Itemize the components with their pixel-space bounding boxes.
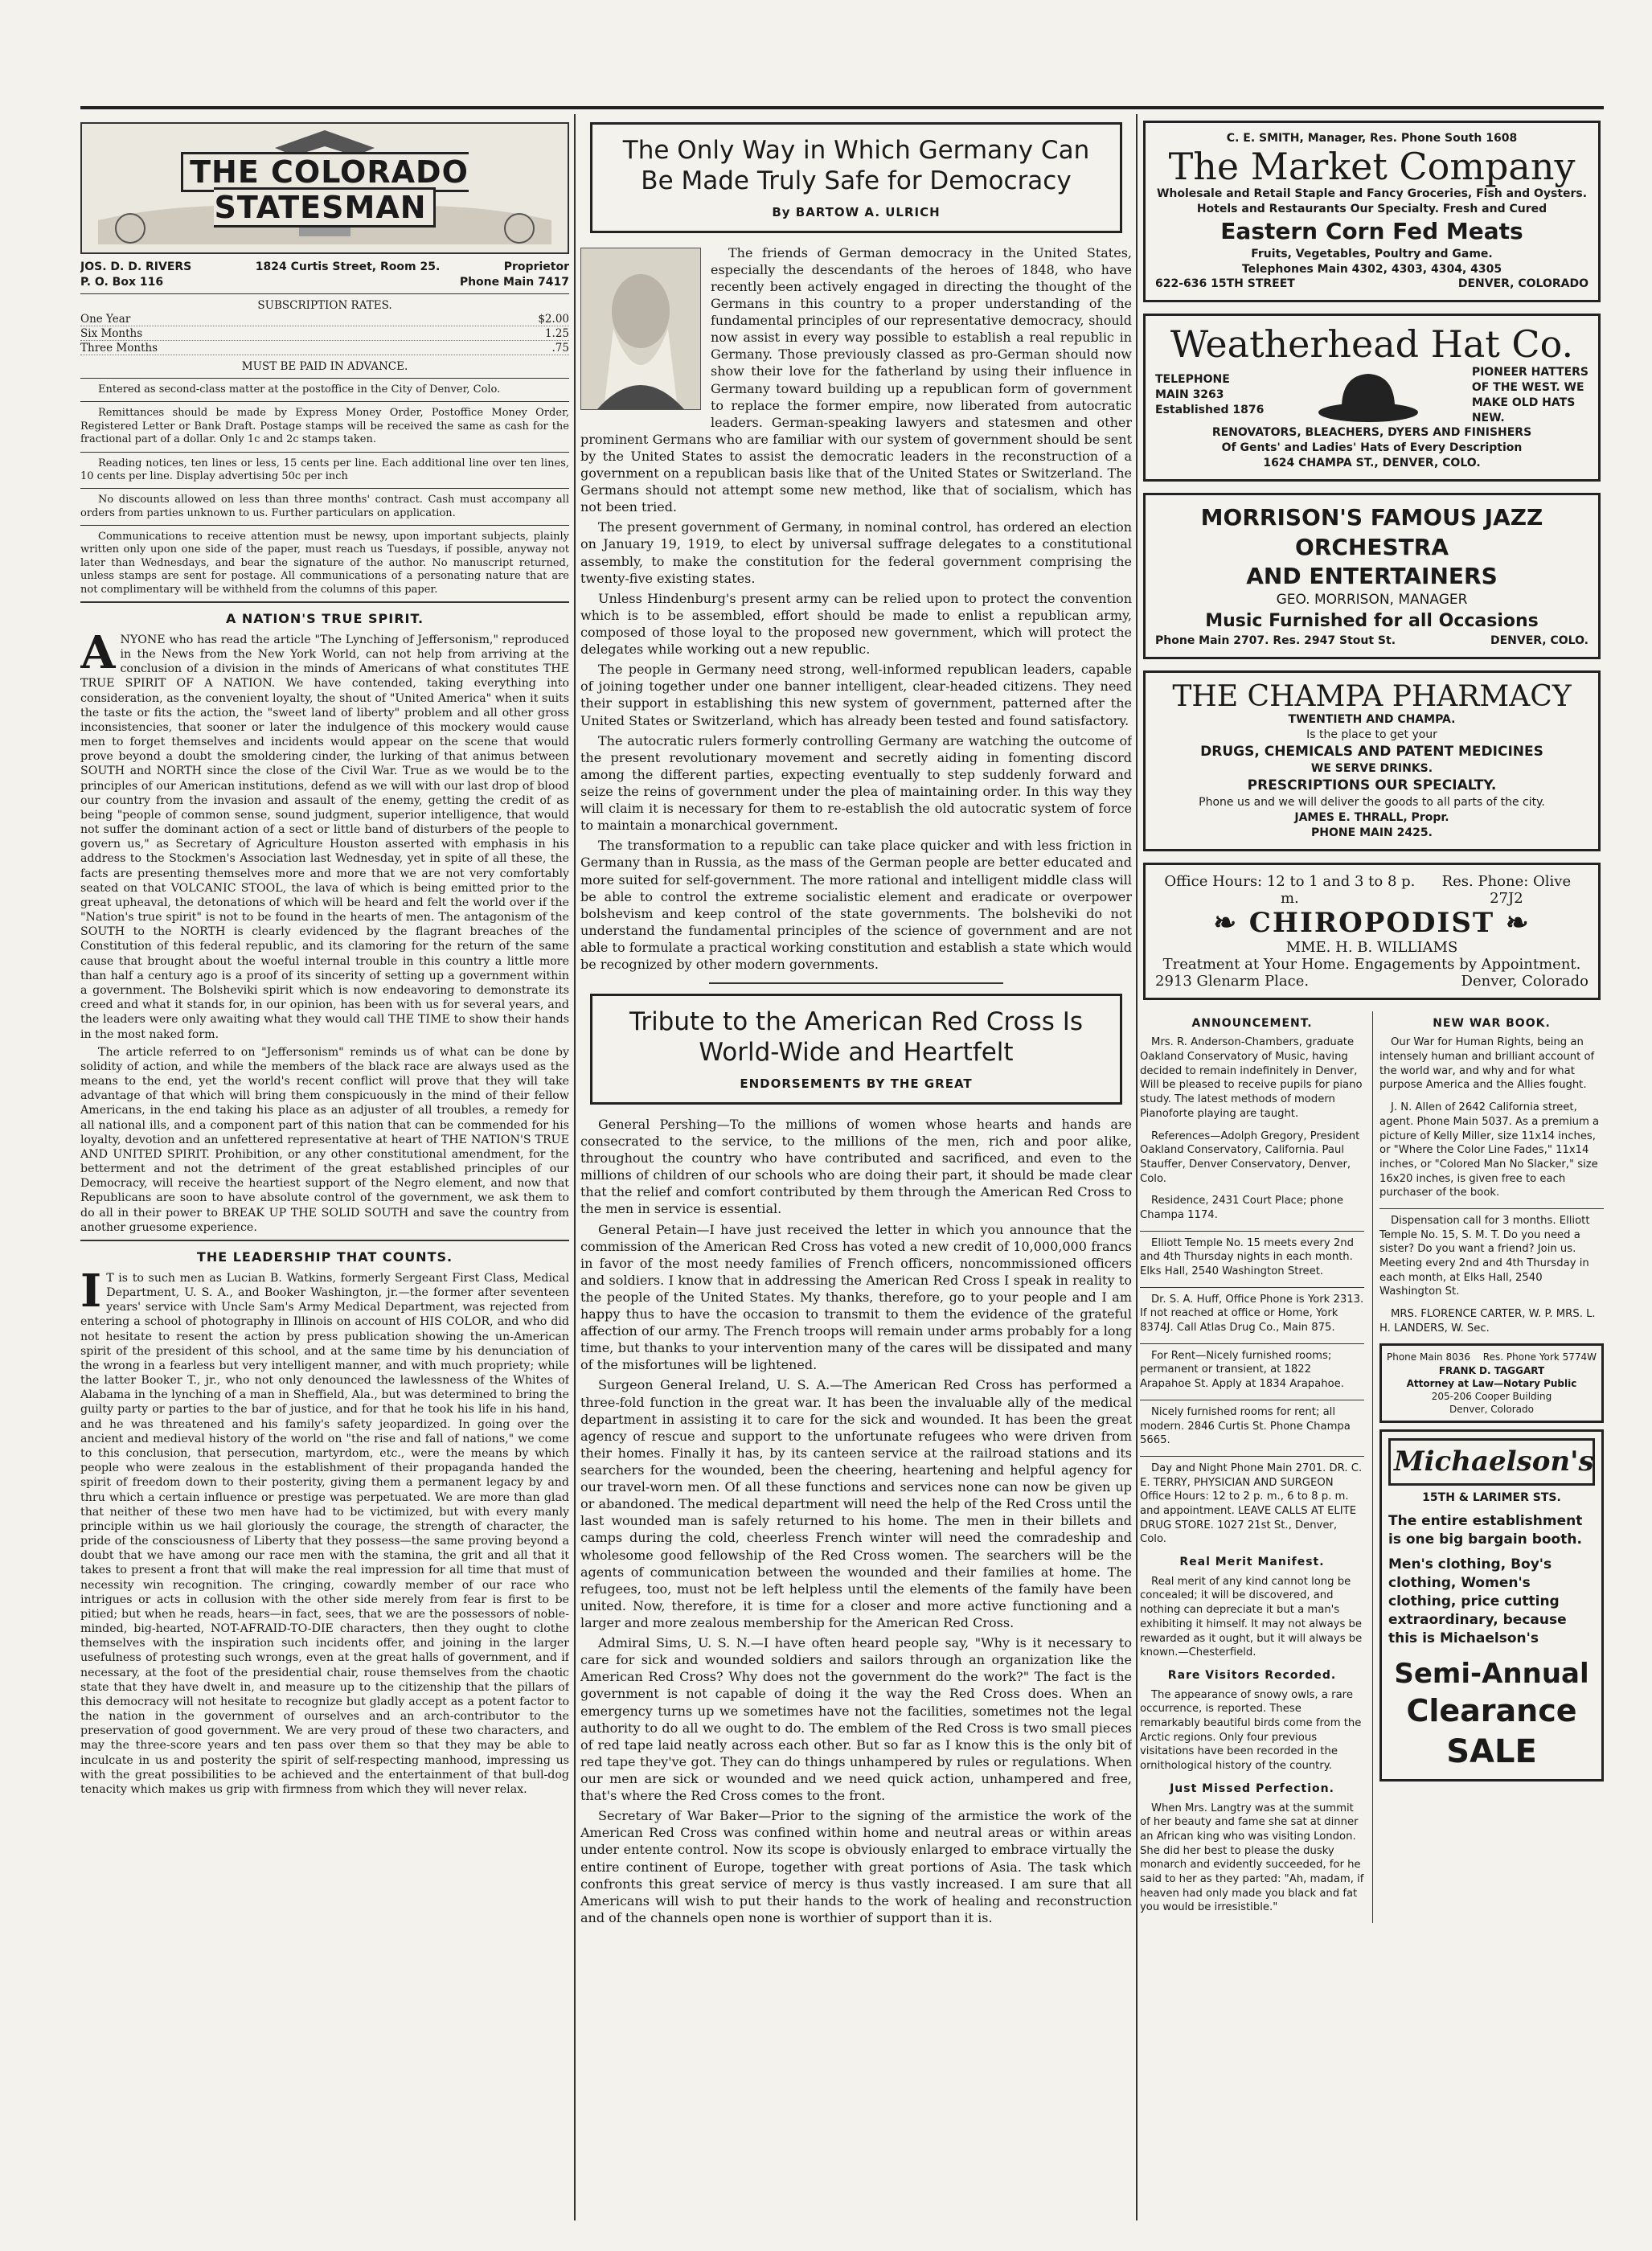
editorial-body [80,625,569,1235]
byline: By BARTOW A. ULRICH [772,204,941,219]
ad-name: Michaelson's [1388,1438,1595,1486]
rate-row: Three Months .75 [80,342,569,355]
paragraph: Secretary of War Baker—Prior to the signing of the armistice the work of the American Red Cross was confined within home and neutral areas or within areas under entente control. Now its scope is obviously enlarged to embrace virtually the entire continent of Europe, together with great portions of Asia. The task which confronts this great service of mercy is thus vastly increased. I am sure that all Americans will wish to put their hands to the work of healing and reconstruction and of the channels open none is worthier of support than it is. [580,1808,1132,1925]
ad-middle: TELEPHONE MAIN 3263 Established 1876 PIONEER HATTERS OF THE WEST. WE MAKE OLD HATS NEW. [1155,365,1588,424]
ad-name: MORRISON'S FAMOUS JAZZ ORCHESTRA [1200,504,1543,560]
ad-line: Fruits, Vegetables, Poultry and Game. [1251,247,1493,260]
editorial-body [80,1264,569,1797]
classifieds [1140,1011,1604,1923]
publisher-row [80,260,569,273]
ad-description: Wholesale and Retail Staple and Fancy Groceries, Fish and Oysters. Hotels and Restaurants Our Specialty. Fresh and Cured [1156,187,1588,216]
column-middle [580,116,1132,2228]
newspaper-title: THE COLORADO STATESMAN [82,154,568,225]
announcements-column: ANNOUNCEMENT. Mrs. R. Anderson-Chambers, graduate Oakland Conservatory of Music, having decided to remain indefinitely in Denver, Will be pleased to receive pupils for piano study. The latest methods of modern Pianoforte playing are taught. References—Adolph Gregory, President Oakland Conservatory, California. Paul Stauffer, Denver Conservatory, Denver, Colo. Residence, 2431 Court Place; phone Champa 1174. Elliott Temple No. 15 meets every 2nd and 4th Thursday nights in each month. Elks Hall, 2540 Washington Street. Dr. S. A. Huff, Office Phone is York 2313. If not reached at office or Home, York 8374J. Call Atlas Drug Co., Main 875. For Rent—Nicely furnished rooms; permanent or transient, at 1822 Arapahoe St. Apply at 1834 Arapahoe. Nicely furnished rooms for rent; all modern. 2846 Curtis St. Phone Champa 5665. Day and Night Phone Main 2701. DR. C. E. TERRY, PHYSICIAN AND SURGEON Office Hours: 12 to 2 p. m., 6 to 8 p. m. and appointment. LEAVE CALLS AT ELITE DRUG STORE. 1027 21st St., Denver, Colo. Real Merit Manifest. Real merit of any kind cannot long be concealed; it will be discovered, and nothing can depreciate it but a man's exhibiting it himself. It may not always be rewarded as it ought, but it will always be known.—Chesterfield. Rare Visitors Recorded. The appearance of snowy owls, a rare occurrence, is reported. These remarkably beautiful birds come from the Arctic regions. Only four previous visitations have been recorded in the ornithological history of the country. Just Missed Perfection. When Mrs. Langtry was at the summit of her beauty and fame she sat at dinner an African king who was visiting London. She did her best to please the dusky monarch and evidently succeeded, for he said to her as they parted: "Ah, madam, if heaven had only made you black and fat you would be irresistible." [1140,1016,1364,1914]
divider [80,601,569,603]
column-left [80,116,569,2228]
headline-box [590,122,1122,233]
paragraph: The present government of Germany, in nominal control, has ordered an election on January 19, 1919, to elect by universal suffrage delegates to a constitutional assembly, to make the constitution for the federal government comprising the twenty-five existing states. [580,519,1132,586]
po-box: P. O. Box 116 [80,276,164,289]
ornament-icon: ❧ [1213,906,1249,939]
ad-manager: GEO. MORRISON, MANAGER [1276,592,1468,609]
byline: ENDORSEMENTS BY THE GREAT [740,1076,973,1091]
ad-address-row: 622-636 15TH STREET DENVER, COLORADO [1155,277,1588,291]
reading-notice: Reading notices, ten lines or less, 15 cents per line. Each additional line over ten lines, 10 cents per line. Display advertising 50c per inch [80,457,569,482]
ad-name: THE CHAMPA PHARMACY [1172,679,1572,713]
paragraph: NYONE who has read the article "The Lynching of Jeffersonism," reproduced in the News from the New York World, can not help from arriving at the conclusion of a division in the minds of Americans of what constitutes THE TRUE SPIRIT OF A NATION. We have contended, taking everything into consideration, as the convenient loyalty, the shout of "United America" when it suits the taste or fits the action, the "sweet land of liberty" problem and all other gross inconsistencies, that sooner or later the indulgence of this mockery would cause men to forget themselves and incidents would appear on the scene that would prove beyond a doubt the smoldering cinder, the lurking of that animus between SOUTH and NORTH since the close of the Civil War. True as we would be to the principles of our American institutions, defend as we will with our last drop of blood our country from the invasion and assault of the enemy, getting the credit of as being "people of common sense, sound judgment, superior intelligence, that would not suffer the dominant action of a sect or little band of disturbers of the people to govern us," as Secretary of Agriculture Houston asserted with emphasis in his address to the Stockmen's Association last Wednesday, yet in spite of all these, the facts are presenting themselves more and more that we are not very comfortably seated on that VOLCANIC STOOL, the lava of which is being emitted prior to the great upheaval, the detonations of which will be heard and felt the world over if the "Nation's true spirit" is not to be found in the hearts of men. The antagonism of the SOUTH to the NORTH is clearly evidenced by the flagrant breaches of the Constitution of this federal republic, and its clamoring for the return of the same cause that brought about the woeful internal trouble in this country a little more than half a century ago is a proof of its sincerity of setting up a government within a government. The Bolsheviki spirit which is now endeavoring to demonstrate its creed and what it stands for, in our opinion, has been with us for several years, and the leaders were only awaiting what they would call THE TIME to show their hands in the most naked form. [80,633,569,1041]
ornament-icon: ❧ [1494,906,1531,939]
ad-weatherhead-hat [1143,314,1601,482]
editorial-title: A NATION'S TRUE SPIRIT. [225,610,424,626]
drop-cap: I [80,1264,102,1318]
ad-taggart: Phone Main 8036 Res. Phone York 5774W FRANK D. TAGGART Attorney at Law—Notary Public 205-206 Cooper Building Denver, Colorado [1379,1343,1604,1422]
paragraph: Admiral Sims, U. S. N.—I have often heard people say, "Why is it necessary to care for sick and wounded soldiers and sailors through an organization like the American Red Cross? Why does not the government do the work?" The fact is the government is not capable of doing it the way the Red Cross does. When an emergency turns up we sometimes have not the facilities, sometimes not the legal authority to do all we ought to do. The emblem of the Red Cross is two small pieces of red tape laid neatly across each other. But so far as I know this is the only bit of red tape they've got. They can do things unhampered by rules or regulations. When our men are sick or wounded and we need quick action, unhampered and free, that's where the Red Cross comes to the front. [580,1635,1132,1804]
advance-notice: MUST BE PAID IN ADVANCE. [241,360,408,373]
entered-notice: Entered as second-class matter at the postoffice in the City of Denver, Colo. [98,383,501,396]
communications-notice: Communications to receive attention must be newsy, upon important subjects, plainly written only upon one side of the paper, must reach us Tuesdays, if possible, anyway not later than Wednesdays, and bear the signature of the author. No manuscript returned, unless stamps are sent for postage. All communications of a personating nature that are not complimentary will be withheld from the columns of this paper. [80,531,569,596]
paragraph: Surgeon General Ireland, U. S. A.—The American Red Cross has performed a three-fold function in the great war. It has been the invaluable ally of the medical department in assisting it to care for the sick and wounded. It has been the great agency of rescue and support to the unfortunate refugees who were driven from their homes. Finally it has, by its canteen service at the railroad stations and its searchers for the wounded, been the cheering, heartening and helpful agency for our travel-worn men. Of all these functions and services none can now be given up or abandoned. The medical department will need the help of the Red Cross until the last wounded man is safely returned to his home. The men in their billets and camps during the cold, cheerless French winter will need the comradeship and wholesome good fellowship of the Red Cross women. The searchers will be the agents of communication between the wounded and their families at home. The refugees, too, must not be left helpless until the elements of the family have been united. Now, therefore, it is time for a closer and more active functioning and a larger and more zealous membership for the American Red Cross. [580,1377,1132,1631]
ad-feature: Music Furnished for all Occasions [1205,611,1539,632]
proprietor-label: Proprietor [503,260,569,273]
paragraph: The friends of German democracy in the United States, especially the descendants of the heroes of 1848, who have recently been actively engaged in directing the thought of the Germans in this country to a proper understanding of the fundamental principles of our representative democracy, should now assist in every way possible to establish a real republic in Germany. Those previously classed as pro-German should now show their love for the fatherland by using their influence in Germany toward building up a republican form of government to replace the former empire, now liberated from autocratic leaders. German-speaking lawyers and statesmen and other prominent Germans who are familiar with our system of government should be sent by the United States to assist the democratic leaders in the reconstruction of a government on a republican basis like that of the United States or Switzerland. The Germans should not attempt some new method, like that of socialism, which has not been tried. [580,244,1132,515]
ad-name: ❧ CHIROPODIST ❧ [1213,906,1531,939]
paragraph: The transformation to a republic can take place quicker and with less friction in Germany than in Russia, as the mass of the German people are better educated and more suited for self-government. The more rational and intelligent middle class will be able to control the extreme socialistic element and eradicate or overpower bolshevism and keep control of the state governments. The bolsheviki do not understand the fundamental principles of the science of government and are not able to formulate a practical working constitution and establish a state which would be recognized by other modern governments. [580,838,1132,973]
subscription-rates [80,299,569,597]
publisher-address: 1824 Curtis Street, Room 25. [255,260,441,273]
column-rule [574,114,576,2220]
section-header: NEW WAR BOOK. [1433,1016,1551,1030]
ad-champa-pharmacy: THE CHAMPA PHARMACY TWENTIETH AND CHAMPA. Is the place to get your DRUGS, CHEMICALS AND PATENT MEDICINES WE SERVE DRINKS. PRESCRIPTIONS OUR SPECIALTY. Phone us and we will deliver the goods to all parts of the city. JAMES E. THRALL, Propr. PHONE MAIN 2425. [1143,670,1601,851]
ad-line: Of Gents' and Ladies' Hats of Every Description [1221,441,1523,455]
paragraph: The article referred to on "Jeffersonism" reminds us of what can be done by solidity of action, and while the members of the black race are always used as the means to the end, yet the world's recent conflict will prove that they will take advantage of that which will bring them conspicuously in the mind of their fellow Americans, in the end taking his place as an adjuster of all troubles, a remedy for all national ills, and a component part of this nation that can be commended for his loyalty, devotion and an unfettered representative at heart of THE NATION'S TRUE AND UNITED SPIRIT. Prohibition, or any other constitutional amendment, for the betterment and not the detriment of the great established principles of our Democracy, will receive the heartiest support of the Negro element, and now that Republicans are soon to have absolute control of the government, we ask them to do all in their power to BREAK UP THE SOLID SOUTH and save the country from another gruesome experience. [80,1045,569,1234]
section-header: ANNOUNCEMENT. [1191,1016,1313,1030]
publisher-name: JOS. D. D. RIVERS [80,260,192,273]
ad-address: 1624 CHAMPA ST., DENVER, COLO. [1263,457,1481,470]
ad-chiropodist: Office Hours: 12 to 1 and 3 to 8 p. m. Res. Phone: Olive 27J2 ❧ CHIROPODIST ❧ MME. H. B. WILLIAMS Treatment at Your Home. Engagements by Appointment. 2913 Glenarm Place. Denver, Colorado [1143,863,1601,1000]
masthead [80,122,569,254]
paragraph: General Pershing—To the millions of women whose hearts and hands are consecrated to the service, to the millions of the men, rich and poor alike, throughout the country who have contributed and sacrificed, and even to the millions of children of our schools who are doing their part, it should be made clear that the relief and comfort contributed by them through the American Red Cross to the men in service is essential. [580,1116,1132,1217]
ad-phones: Telephones Main 4302, 4303, 4304, 4305 [1241,262,1502,276]
ad-manager: C. E. SMITH, Manager, Res. Phone South 1608 [1226,132,1518,145]
ad-address-row: Phone Main 2707. Res. 2947 Stout St. DENVER, COLO. [1155,633,1588,647]
divider [80,1240,569,1241]
rate-row: One Year $2.00 [80,313,569,326]
ad-name: The Market Company [1168,144,1576,188]
paragraph: The autocratic rulers formerly controlling Germany are watching the outcome of the present revolutionary movement and secretly aiding in fomenting discord among the different parties, expecting eventually to step suddenly forward and seize the reins of government under the plea of maintaining order. In this way they will claim it is necessary for them to re-establish the old autocratic system of force to maintain a monarchical government. [580,732,1132,834]
paragraph: Unless Hindenburg's present army can be relied upon to protect the convention which is to be assembled, effort should be made to enlist a republican army, composed of those loyal to the proposed new government, which will protect the delegates while working out a new republic. [580,590,1132,658]
headline: The Only Way in Which Germany Can Be Made Truly Safe for Democracy [622,136,1090,195]
portrait-icon [581,248,700,409]
remittances-notice: Remittances should be made by Express Money Order, Postoffice Money Order, Registered Letter or Bank Draft. Postage stamps will be received the same as cash for the fractional part of a dollar. Only 1c and 2c stamps taken. [80,407,569,446]
newspaper-page [80,106,1604,2228]
ad-name: Weatherhead Hat Co. [1170,322,1574,367]
ad-address-row: 2913 Glenarm Place. Denver, Colorado [1155,972,1588,990]
ad-jazz-orchestra [1143,493,1601,659]
headline-box [590,994,1122,1105]
ad-line: RENOVATORS, BLEACHERS, DYERS AND FINISHERS [1211,426,1532,440]
ad-name: AND ENTERTAINERS [1246,562,1498,589]
headline: Tribute to the American Red Cross Is World-Wide and Heartfelt [629,1007,1084,1068]
editorial-title: THE LEADERSHIP THAT COUNTS. [196,1249,453,1265]
author-portrait [580,248,701,410]
rate-row: Six Months 1.25 [80,327,569,340]
article-body [580,244,1132,974]
hat-icon [1316,367,1420,424]
divider [709,982,1003,984]
paragraph: General Petain—I have just received the letter in which you announce that the commission of the American Red Cross has voted a new credit of 10,000,000 francs in favor of the most needy families of French officers, noncommissioned officers and soldiers. I know that in addressing the American Red Cross I speak in reality to the people of the United States. My thanks, therefore, go to your people and I am happy thus to have the occasion to transmit to them the evidence of the grateful affection of our army. The French troops will remain under arms probably for a long time, but thanks to your intervention many of the cares will be dissipated and many of the misfortunes will be lightened. [580,1221,1132,1373]
column-rule [1136,114,1138,2220]
ad-hours-row: Office Hours: 12 to 1 and 3 to 8 p. m. Res. Phone: Olive 27J2 [1164,872,1572,907]
drop-cap: A [80,625,116,679]
discounts-notice: No discounts allowed on less than three months' contract. Cash must accompany all orders from parties unknown to us. Further particulars on application. [80,494,569,519]
column-right [1140,116,1604,2228]
contact-row [80,276,569,289]
ad-feature: Eastern Corn Fed Meats [1220,218,1523,245]
article-body [580,1116,1132,1926]
phone-number: Phone Main 7417 [459,276,569,289]
rates-header: SUBSCRIPTION RATES. [257,299,392,312]
warbook-column: NEW WAR BOOK. Our War for Human Rights, being an intensely human and brilliant account of the world war, and why and for what purpose America and the Allies fought. J. N. Allen of 2642 California street, agent. Phone Main 5037. As a premium a picture of Kelly Miller, size 11x14 inches, or "Where the Color Line Fades," 11x14 inches, or "Colored Man No Slacker," size 16x20 inches, is given free to each purchaser of the book. Dispensation call for 3 months. Elliott Temple No. 15, S. M. T. Do you need a sister? Do you want a friend? Join us. Meeting every 2nd and 4th Thursday in each month, at Elks Hall, 2540 Washington St. MRS. FLORENCE CARTER, W. P. MRS. L. H. LANDERS, W. Sec. Phone Main 8036 Res. Phone York 5774W FRANK D. TAGGART Attorney at Law—Notary Public 205-206 Cooper Building Denver, Colorado Michaelson's 15TH & LARIMER STS. The entire establishment is one big bargain booth. Men's clothing, Boy's clothing, Women's clothing, price cutting extraordinary, because this is Michaelson's Semi-Annual Clearance SALE [1372,1011,1604,1923]
paragraph: T is to such men as Lucian B. Watkins, formerly Sergeant First Class, Medical Department, U. S. A., and Booker Washington, jr.—the former after seventeen years' service with Uncle Sam's Army Medical Department, was rejected from entering a school of photography in Illinois on account of HIS COLOR, and who did not hesitate to resent the action by press publication showing the un-American spirit of the president of this school, and at the same time by his denunciation of the wrong in a fearless but very intelligent manner, and with much propriety; while the latter Booker T., jr., who not only denounced the lawlessness of the Whites of Alabama in the lynching of a man in Sheffield, Ala., but was determined to bring the guilty party or parties to the bar of justice, and for that he took his life in his hand, and he was threatened and his family's safety jeopardized. In going over the ancient and medieval history of the world on "the rise and fall of nations," we come to this conclusion, that persecution, martyrdom, etc., were the means by which people who were zealous in the establishment of their propaganda handed the spirit of freedom down to their posterity, giving them a permanent legacy by and thru which a certain influence or prestige was perpetuated. We are more than glad that neither of these two men have had to be victimized, but with every manly principle within us we hail gloriously the courage, the strength of character, the pride of the consciousness of Liberty that they possess—the same proving beyond a doubt that we have among our race men with the stamina, the grit and all that it takes to present a front that will make the real impression for all time that must of necessity win recognition. The cringing, cowardly member of our race who intrigues or acts in collusion with the other side merely from fear is first to be pitied; but when he reads, hears—in fact, sees, that we are the possessors of noble-minded, big-hearted, NOT-AFRAID-TO-DIE characters, then they ought to clothe themselves with the inspiration such incidents offer, and joining in the larger usefulness of protesting such wrongs, even at the great halls of government, and if necessary, at the foot of the presidential chair, rouse themselves from the chaotic state that they have dwelt in, and measure up to the citizenship that the pillars of this democracy will not hesitate to recognize but gladly accept as a potent factor to the nation in the government of ourselves and an arch-contributor to the preservation of good government. We are very proud of these two characters, and may the three-score years and ten pass over them so that they may be able to inculcate in us and posterity the spirit of self-respecting manhood, impressing us with the great possibilities to be achieved and the entertainment of that bull-dog tenacity which makes us grip with firmness from which they will never relax. [80,1271,569,1796]
ad-market-company [1143,121,1601,302]
ad-michaelsons: Michaelson's 15TH & LARIMER STS. The entire establishment is one big bargain booth. Men's clothing, Boy's clothing, Women's clothing, price cutting extraordinary, because this is Michaelson's Semi-Annual Clearance SALE [1379,1429,1604,1782]
top-rule [80,106,1604,109]
divider [80,293,569,294]
paragraph: The people in Germany need strong, well-informed republican leaders, capable of joining together under one banner intelligent, clear-headed citizens. They need their support in establishing this new system of government, patterned after the United States or Switzerland, which has already been tested and found satisfactory. [580,662,1132,728]
